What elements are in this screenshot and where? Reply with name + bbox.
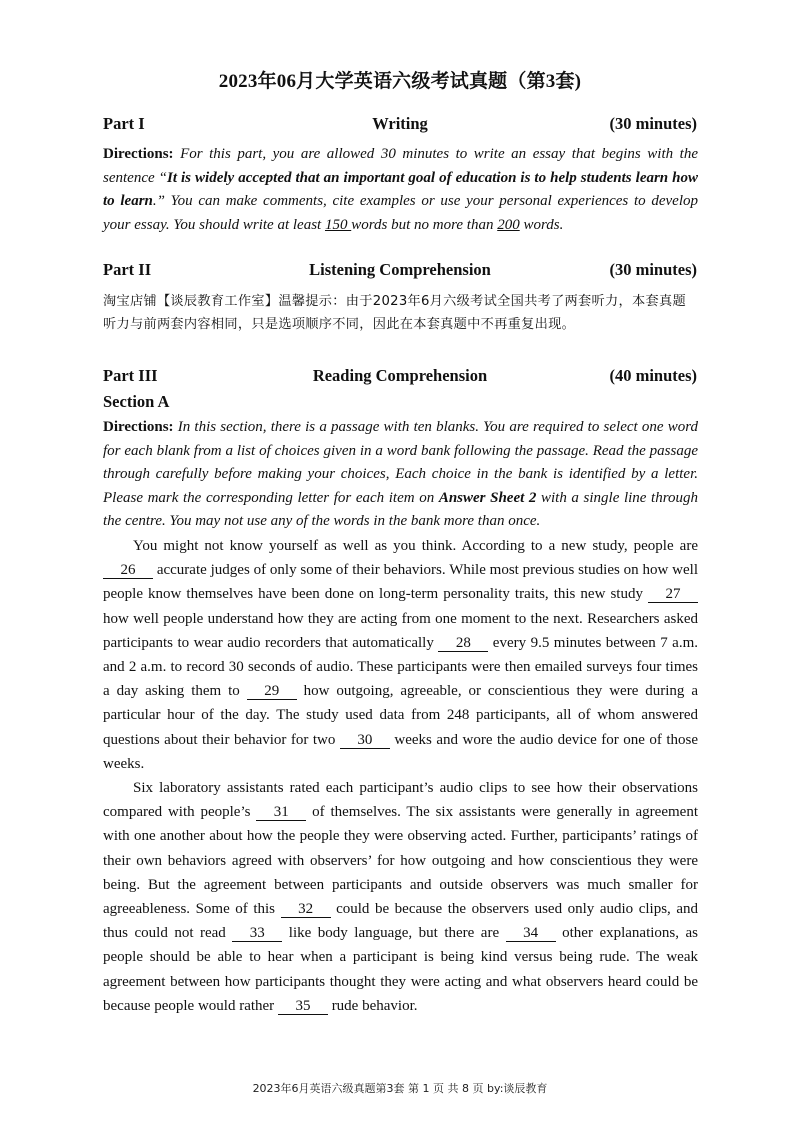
blank-29: 29 xyxy=(247,684,297,700)
part-3-header xyxy=(103,366,697,388)
page-footer: 2023年6月英语六级真题第3套 第 1 页 共 8 页 by:谈辰教育 xyxy=(252,1082,548,1095)
part-3-directions: Directions: In this section, there is a passage with ten blanks. You are required to select one word for each blank from a list of choices given in a word bank following the passage. Read the passage through carefully before making your choices, Each choice in the bank is identified by a letter. Please mark the corresponding letter for each item on Answer Sheet 2 with a single line through the centre. You may not use any of the words in the bank more than once. xyxy=(103,419,698,530)
min-words: 150 xyxy=(324,216,352,233)
part-1-directions: Directions: For this part, you are allowed 30 minutes to write an essay that begins with the sentence “It is widely accepted that an important goal of education is to help students learn how to learn.” You can make comments, cite examples or use your personal experiences to develop your essay. You should write at least 150 words but no more than 200 words. xyxy=(103,146,699,233)
essay-prompt: It is widely accepted that an important goal of education is to help students learn how to learn xyxy=(103,169,699,210)
part-1-label: Part I xyxy=(103,114,145,133)
blank-27: 27 xyxy=(648,587,698,603)
part-1-time: (30 minutes) xyxy=(609,114,697,133)
part-1-header xyxy=(103,114,697,136)
section-a-heading: Section A xyxy=(103,392,170,411)
part-2-name: Listening Comprehension xyxy=(309,260,491,279)
page-title: 2023年06月大学英语六级考试真题（第3套) xyxy=(218,71,582,92)
blank-33: 33 xyxy=(232,926,282,942)
part-2-header xyxy=(103,260,697,282)
directions-label: Directions: xyxy=(103,419,174,435)
blank-35: 35 xyxy=(278,999,328,1015)
part-3-name: Reading Comprehension xyxy=(312,366,488,385)
answer-sheet-ref: Answer Sheet 2 xyxy=(438,489,537,506)
part-2-label: Part II xyxy=(103,260,152,279)
blank-28: 28 xyxy=(438,636,488,652)
listening-notice: 淘宝店铺【谈辰教育工作室】温馨提示：由于2023年6月六级考试全国共考了两套听力，本套真题听力与前两套内容相同，只是选项顺序不同，因此在本套真题中不再重复出现。 xyxy=(103,294,686,332)
blank-26: 26 xyxy=(103,563,153,579)
reading-passage xyxy=(103,534,698,1018)
directions-label: Directions: xyxy=(103,146,174,162)
passage-paragraph-2: Six laboratory assistants rated each participant’s audio clips to see how their observations compared with people’s 31 of themselves. The six assistants were generally in agreement with one another about how the people they were observing acted. Further, participants’ ratings of their own behaviors agreed with observers’ for how outgoing and how conscientious they were being. But the agreement between participants and outside observers was much smaller for agreeableness. Some of this 32 could be because the observers used only audio clips, and thus could not read 33 like body language, but there are 34 other explanations, as people should be able to hear when a participant is being kind versus being rude. The weak agreement between how participants thought they were acting and what observers heard could be because people would rather 35 rude behavior. xyxy=(103,780,699,1014)
part-1-name: Writing xyxy=(372,114,428,133)
part-3-time: (40 minutes) xyxy=(609,366,697,385)
blank-32: 32 xyxy=(281,902,331,918)
part-2-time: (30 minutes) xyxy=(609,260,697,279)
blank-31: 31 xyxy=(256,805,306,821)
max-words: 200 xyxy=(497,216,520,233)
passage-paragraph-1: You might not know yourself as well as you think. According to a new study, people are 26 accurate judges of only some of their behaviors. While most previous studies on how well people know themselves have been done on long-term personality traits, this new study 27 how well people understand how they are acting from one moment to the next. Researchers asked participants to wear audio recorders that automatically 28 every 9.5 minutes between 7 a.m. and 2 a.m. to record 30 seconds of audio. These participants were then emailed surveys four times a day asking them to 29 how outgoing, agreeable, or conscientious they were during a particular hour of the day. The study used data from 248 participants, all of whom answered questions about their behavior for two 30 weeks and wore the audio device for one of those weeks. xyxy=(103,538,698,772)
blank-30: 30 xyxy=(340,733,390,749)
part-3-label: Part III xyxy=(103,366,158,385)
blank-34: 34 xyxy=(506,926,556,942)
